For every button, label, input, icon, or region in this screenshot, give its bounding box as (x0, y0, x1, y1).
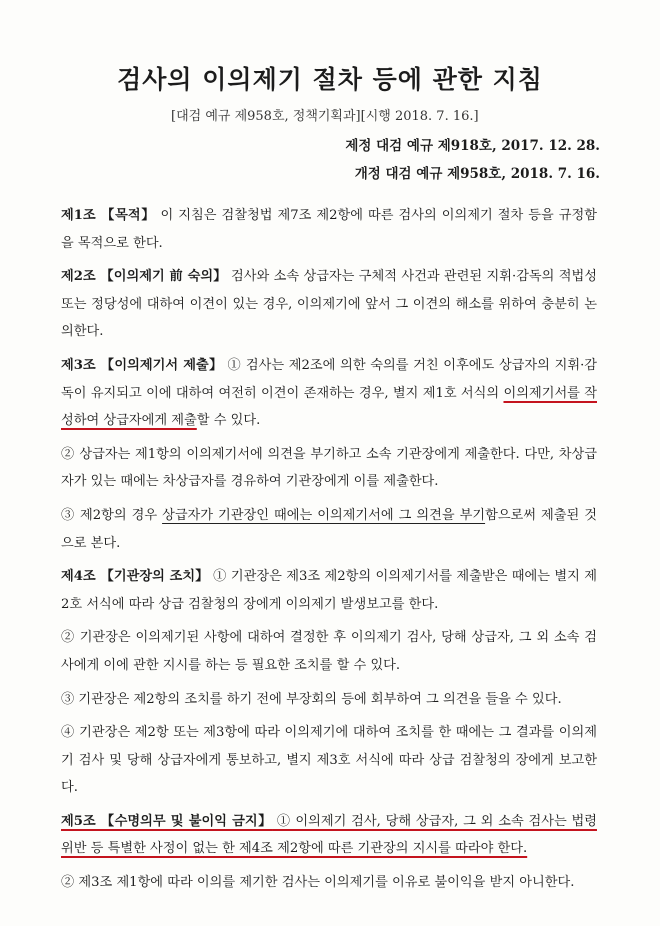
article-1-label: 제1조 【목적】 (61, 208, 156, 223)
article-5-label: 제5조 【수명의무 및 불이익 금지】 (61, 813, 273, 829)
article-2-label: 제2조 【이의제기 前 숙의】 (61, 269, 227, 285)
article-2-text: 검사와 소속 상급자는 구체적 사건과 관련된 지휘·감독의 적법성 또는 정당성에 대하여 이견이 있는 경우, 이의제기에 앞서 그 이견의 해소를 위하여 충분히 논의한다. (61, 269, 597, 340)
document-title: 검사의 이의제기 절차 등에 관한 지침 (117, 65, 543, 94)
article-1 (61, 202, 597, 257)
article-3-p1-text: ① 검사는 제2조에 의한 숙의를 거친 이후에도 상급자의 지휘·감독이 유지되고 이에 대하여 여전히 이견이 존재하는 경우, 별지 제1호 서식의 (61, 357, 597, 401)
revision-line: 개정 대검 예규 제958호, 2018. 7. 16. (354, 166, 600, 182)
article-4-paragraph-2: ② 기관장은 이의제기된 사항에 대하여 결정한 후 이의제기 검사, 당해 상급자, 그 외 소속 검사에게 이에 관한 지시를 하는 등 필요한 조치를 할 수 있다. (61, 630, 597, 673)
article-5-p1-text: ① 이의제기 검사, 당해 상급자, 그 외 소속 검사는 법령위반 등 특별한 사정이 없는 한 제4조 제2항에 따른 기관장의 지시를 따라야 한다. (61, 813, 597, 857)
article-2 (61, 263, 597, 346)
article-5-paragraph-2: ② 제3조 제1항에 따라 이의를 제기한 검사는 이의제기를 이유로 불이익을 받지 아니한다. (61, 875, 575, 891)
document-subtitle: [대검 예규 제958호, 정책기획과][시행 2018. 7. 16.] (171, 109, 479, 124)
article-1-text: 이 지침은 검찰청법 제7조 제2항에 따른 검사의 이의제기 절차 등을 규정함을 목적으로 한다. (61, 208, 597, 251)
article-4-paragraph-4: ④ 기관장은 제2항 또는 제3항에 따라 이의제기에 대하여 조치를 한 때에는 그 결과를 이의제기 검사 및 당해 상급자에게 통보하고, 별지 제3호 서식에 따라 상급 검찰청의 장에게 보고한다. (61, 725, 597, 796)
article-3-p3-text: ③ 제2항의 경우 (61, 507, 163, 523)
article-4-paragraph-3: ③ 기관장은 제2항의 조치를 하기 전에 부장회의 등에 회부하여 그 의견을 들을 수 있다. (61, 691, 562, 707)
document-body (61, 202, 597, 903)
article-3-paragraph-2: ② 상급자는 제1항의 이의제기서에 의견을 부기하고 소속 기관장에게 제출한다. 다만, 차상급자가 있는 때에는 차상급자를 경유하여 기관장에게 이를 제출한다. (61, 446, 597, 490)
article-3-paragraph-1 (61, 352, 597, 435)
article-4-label: 제4조 【기관장의 조치】 (61, 569, 209, 585)
article-4-paragraph-1 (61, 563, 597, 618)
article-3-p1-tail: 할 수 있다. (196, 413, 261, 429)
article-3-label: 제3조 【이의제기서 제출】 (61, 357, 223, 373)
article-5-paragraph-1 (61, 808, 597, 863)
article-3-p3-underlined: 상급자가 기관장인 때에는 이의제기서에 그 의견을 부기 (162, 507, 486, 523)
article-4-p1-text: ① 기관장은 제3조 제2항의 이의제기서를 제출받은 때에는 별지 제2호 서식에 따라 상급 검찰청의 장에게 이의제기 발생보고를 한다. (61, 569, 597, 612)
article-3-p1-underlined: 이의제기서를 작성하여 상급자에게 제출 (61, 385, 597, 429)
enactment-line: 제정 대검 예규 제918호, 2017. 12. 28. (345, 138, 600, 154)
article-3-p3-tail: 함으로써 제출된 것으로 본다. (61, 507, 597, 551)
article-3-paragraph-3 (61, 502, 597, 557)
